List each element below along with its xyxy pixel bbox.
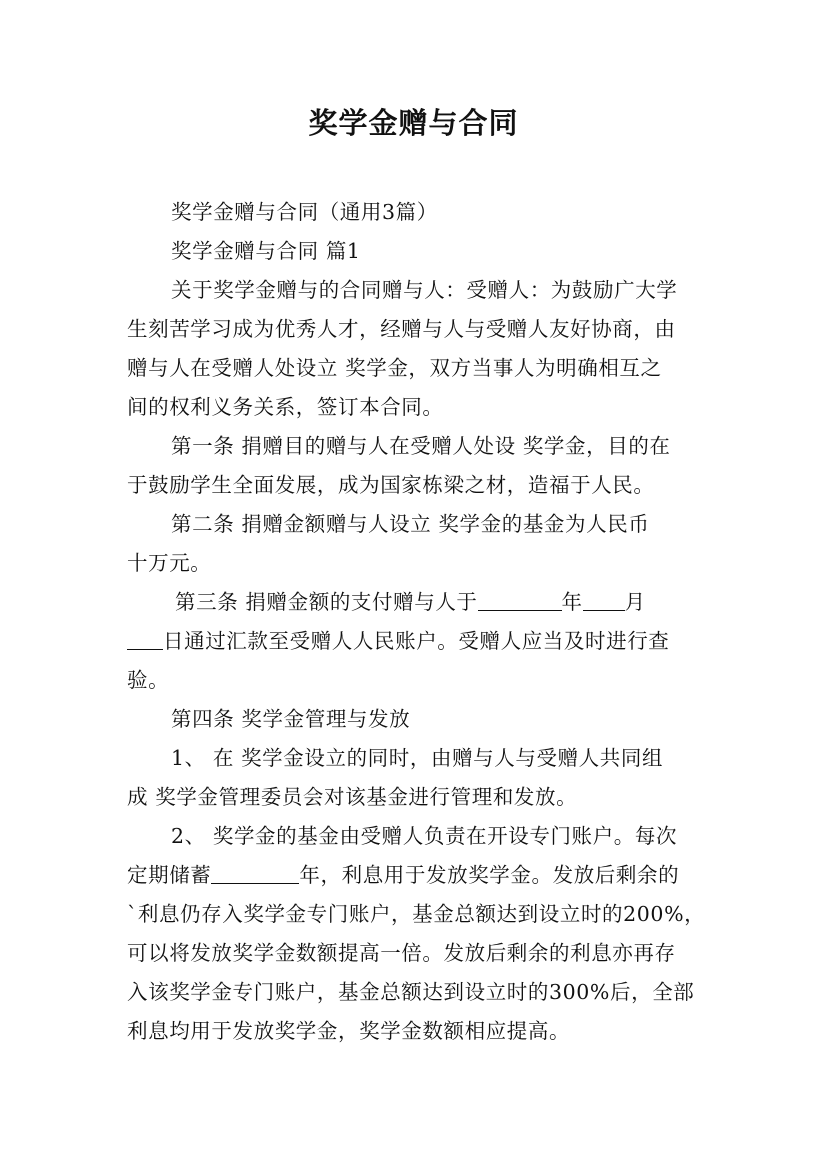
- article-4-heading: 第四条 奖学金管理与发放: [171, 707, 411, 731]
- paragraph-line: 成 奖学金管理委员会对该基金进行管理和发放。: [127, 785, 578, 809]
- clause-2-text: 年，利息用于发放奖学金。发放后剩余的: [299, 863, 680, 887]
- day-blank: [127, 627, 163, 650]
- paragraph-line: [127, 856, 703, 895]
- document-body: [127, 193, 706, 1051]
- clause-1: [127, 739, 703, 817]
- clause-2: [127, 817, 706, 1051]
- paragraph-line: 2、 奖学金的基金由受赠人负责在开设专门账户。每次: [171, 824, 678, 848]
- paragraph-line: 生刻苦学习成为优秀人才，经赠与人与受赠人友好协商，由: [127, 317, 676, 341]
- year-label: 年: [561, 590, 583, 614]
- paragraph-line: 第一条 捐赠目的赠与人在受赠人处设 奖学金，目的在: [171, 434, 671, 458]
- paragraph-line: 赠与人在受赠人处设立 奖学金，双方当事人为明确相互之: [127, 356, 662, 380]
- paragraph-line: 验。: [127, 668, 170, 692]
- article-3-text: 日通过汇款至受赠人人民账户。受赠人应当及时进行查: [163, 629, 670, 653]
- paragraph-line: 关于奖学金赠与的合同赠与人：受赠人：为鼓励广大学: [171, 278, 678, 302]
- paragraph-line: 利息均用于发放奖学金，奖学金数额相应提高。: [127, 1019, 571, 1043]
- subtitle: 奖学金赠与合同（通用3篇）: [171, 200, 438, 224]
- deposit-years-blank: [211, 861, 299, 884]
- year-blank: [478, 588, 562, 611]
- paragraph-line: `利息仍存入奖学金专门账户，基金总额达到设立时的200%，: [127, 902, 706, 926]
- month-blank: [583, 588, 625, 611]
- paragraph-line: 间的权利义务关系，签订本合同。: [127, 395, 444, 419]
- paragraph-line: 可以将发放奖学金数额提高一倍。发放后剩余的利息亦再存: [127, 941, 676, 965]
- article-2: [127, 505, 703, 583]
- article-3-text: 第三条 捐赠金额的支付赠与人于: [175, 590, 478, 614]
- paragraph-line: 入该奖学金专门账户，基金总额达到设立时的300%后，全部: [127, 980, 695, 1004]
- month-label: 月: [624, 590, 646, 614]
- intro-paragraph: [127, 271, 703, 427]
- paragraph-line: [127, 622, 703, 661]
- section-heading: 奖学金赠与合同 篇1: [171, 239, 361, 263]
- paragraph-line: 1、 在 奖学金设立的同时，由赠与人与受赠人共同组: [171, 746, 664, 770]
- paragraph-line: 于鼓励学生全面发展，成为国家栋梁之材，造福于人民。: [127, 473, 655, 497]
- article-3: [127, 583, 703, 700]
- document-title: 奖学金赠与合同: [308, 106, 519, 140]
- clause-2-text: 定期储蓄: [127, 863, 212, 887]
- paragraph-line: [127, 583, 703, 622]
- paragraph-line: 第二条 捐赠金额赠与人设立 奖学金的基金为人民币: [171, 512, 650, 536]
- article-1: [127, 427, 703, 505]
- paragraph-line: 十万元。: [127, 551, 212, 575]
